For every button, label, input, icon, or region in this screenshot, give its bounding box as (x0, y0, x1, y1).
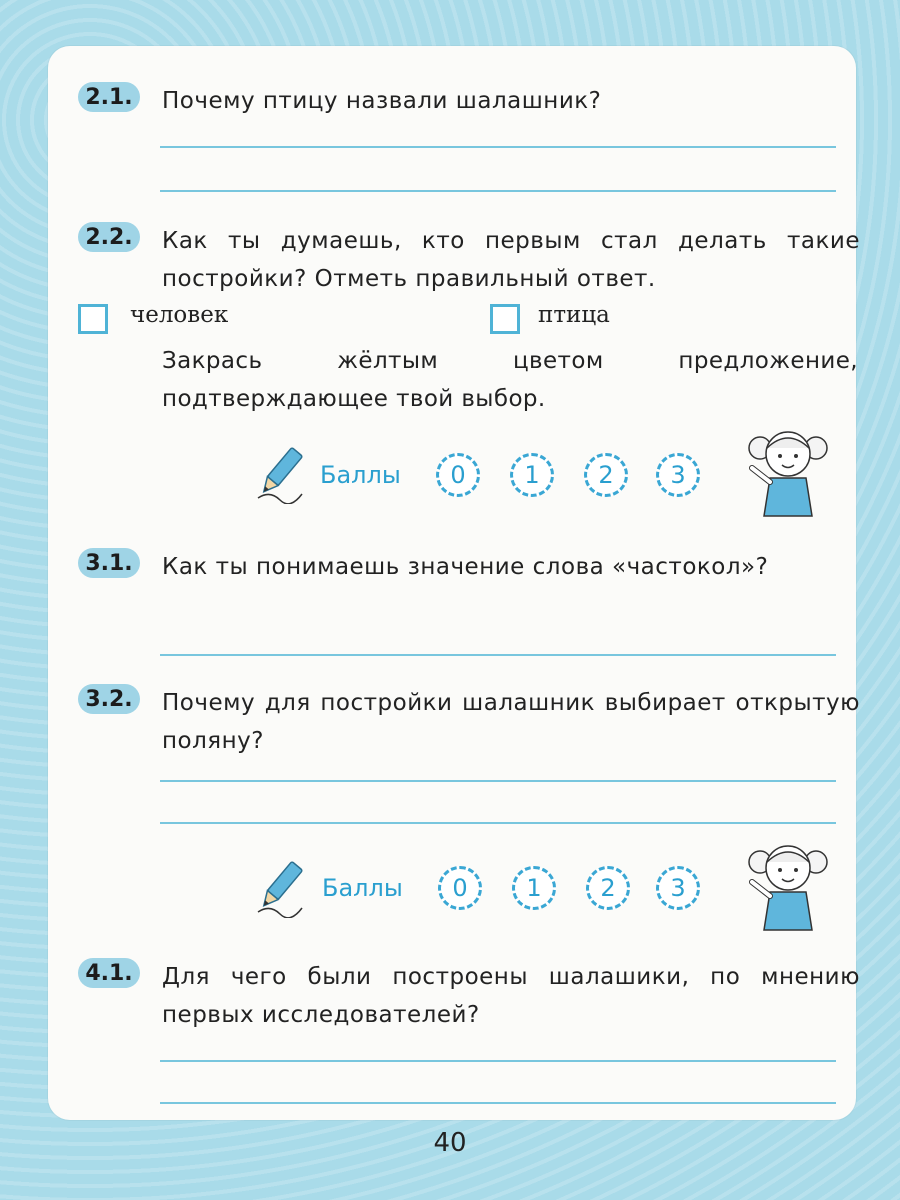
task-number-badge: 2.1. (78, 82, 140, 112)
score-label: Баллы (320, 461, 401, 489)
option-label-bird: птица (538, 302, 610, 328)
page-number: 40 (433, 1128, 467, 1158)
pencil-icon (250, 858, 310, 922)
checkbox-human[interactable] (78, 304, 108, 334)
girl-icon (738, 418, 838, 522)
answer-line[interactable] (160, 1060, 836, 1062)
task-number-badge: 2.2. (78, 222, 140, 252)
score-option[interactable]: 2 (584, 453, 628, 497)
task-4-1 (78, 958, 860, 1034)
task-number-badge: 3.2. (78, 684, 140, 714)
question-text: Как ты думаешь, кто первым стал делать такие постройки? Отметь правильный ответ. (162, 228, 860, 292)
task-2-1 (78, 82, 860, 120)
answer-line[interactable] (160, 190, 836, 192)
answer-line[interactable] (160, 780, 836, 782)
score-option[interactable]: 1 (510, 453, 554, 497)
answer-line[interactable] (160, 146, 836, 148)
score-option[interactable]: 0 (436, 453, 480, 497)
score-label: Баллы (322, 874, 403, 902)
checkbox-bird[interactable] (490, 304, 520, 334)
question-text: Для чего были построены шалашики, по мнению первых исследователей? (162, 964, 860, 1028)
question-text: Почему птицу назвали шалашник? (162, 88, 602, 114)
question-text: Как ты понимаешь значение слова «частокол»? (162, 554, 769, 580)
question-text: Почему для постройки шалашник выбирает открытую поляну? (162, 690, 860, 754)
task-3-1 (78, 548, 860, 586)
score-option[interactable]: 3 (656, 453, 700, 497)
task-3-2 (78, 684, 860, 760)
score-option[interactable]: 1 (512, 866, 556, 910)
answer-line[interactable] (160, 822, 836, 824)
option-label-human: человек (130, 302, 229, 328)
answer-line[interactable] (160, 1102, 836, 1104)
score-option[interactable]: 0 (438, 866, 482, 910)
girl-icon (738, 832, 838, 936)
score-option[interactable]: 2 (586, 866, 630, 910)
task-number-badge: 3.1. (78, 548, 140, 578)
score-option[interactable]: 3 (656, 866, 700, 910)
answer-line[interactable] (160, 654, 836, 656)
task-2-2 (78, 222, 860, 298)
task-number-badge: 4.1. (78, 958, 140, 988)
pencil-icon (250, 444, 310, 508)
instruction-note: Закрась жёлтым цветом предложение, подтверждающее твой выбор. (162, 348, 858, 412)
